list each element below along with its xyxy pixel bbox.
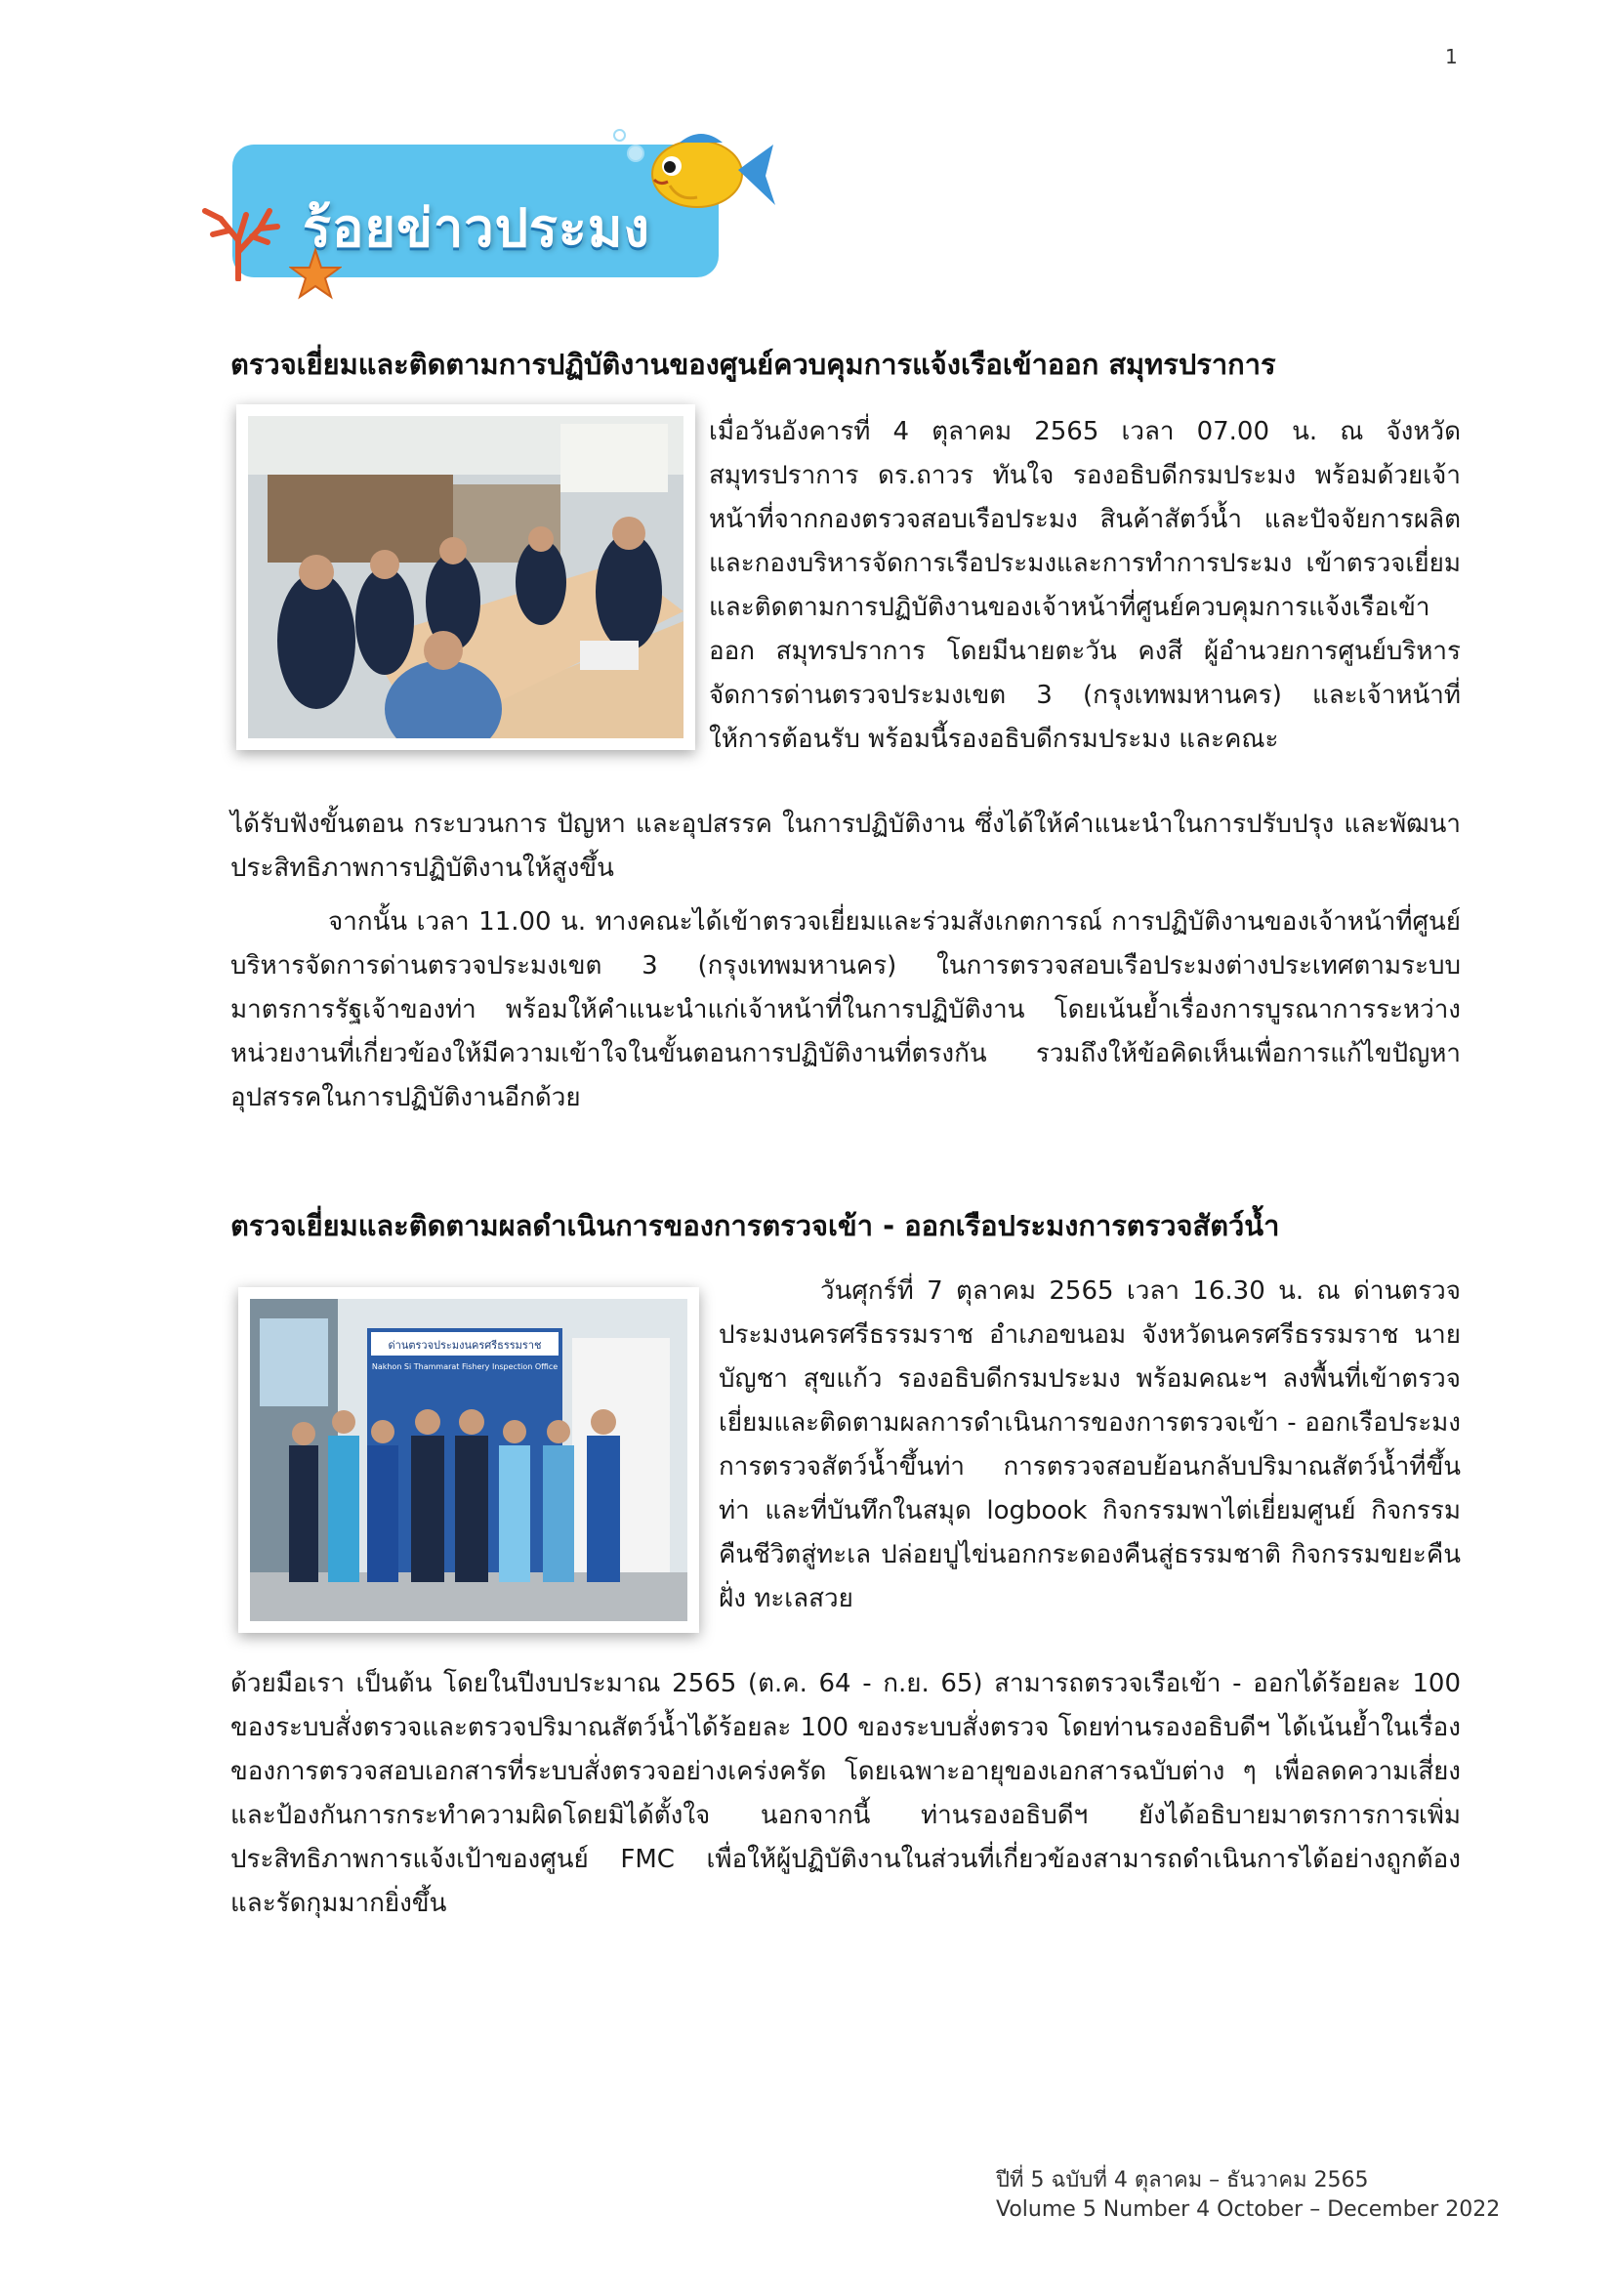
- article-1-paragraph-1-side: เมื่อวันอังคารที่ 4 ตุลาคม 2565 เวลา 07.00 น. ณ จังหวัดสมุทรปราการ ดร.ถาวร ทันใจ รองอธิบดีกรมประมง พร้อมด้วยเจ้าหน้าที่จากกองตรวจสอบเรือประมง สินค้าสัตว์น้ำ และปัจจัยการผลิตและกองบริหารจัดการเรือประมงและการทำการประมง เข้าตรวจเยี่ยมและติดตามการปฏิบัติงานของเจ้าหน้าที่ศูนย์ควบคุมการแจ้งเรือเข้าออก สมุทรปราการ โดยมีนายตะวัน คงสี ผู้อำนวยการศูนย์บริหารจัดการด่านตรวจประมงเขต 3 (กรุงเทพมหานคร) และเจ้าหน้าที่ให้การต้อนรับ พร้อมนี้รองอธิบดีกรมประมง และคณะ: [709, 417, 1461, 754]
- starfish-icon: [289, 248, 342, 301]
- office-sign-text: ด่านตรวจประมงนครศรีธรรมราช: [388, 1339, 542, 1352]
- article-1-title: ตรวจเยี่ยมและติดตามการปฏิบัติงานของศูนย์ควบคุมการแจ้งเรือเข้าออก สมุทรปราการ: [230, 348, 1276, 381]
- bubble-icon: [627, 145, 644, 162]
- article-2-paragraph-1-side: วันศุกร์ที่ 7 ตุลาคม 2565 เวลา 16.30 น. ณ ด่านตรวจประมงนครศรีธรรมราช อำเภอขนอม จังหวัดนครศรีธรรมราช นายบัญชา สุขแก้ว รองอธิบดีกรมประมง พร้อมคณะฯ ลงพื้นที่เข้าตรวจเยี่ยมและติดตามผลการดำเนินการของการตรวจเข้า - ออกเรือประมงการตรวจสัตว์น้ำขึ้นท่า การตรวจสอบย้อนกลับปริมาณสัตว์น้ำที่ขึ้นท่า และที่บันทึกในสมุด logbook กิจกรรมพาไต่เยี่ยมศูนย์ กิจกรรมคืนชีวิตสู่ทะเล ปล่อยปูไข่นอกกระดองคืนสู่ธรรมชาติ กิจกรรมขยะคืนฝั่ง ทะเลสวย: [719, 1276, 1461, 1613]
- page-number: 1: [1445, 45, 1458, 68]
- article-2-title: ตรวจเยี่ยมและติดตามผลดำเนินการของการตรวจเข้า - ออกเรือประมงการตรวจสัตว์น้ำ: [230, 1209, 1280, 1242]
- office-sign-subtext: Nakhon Si Thammarat Fishery Inspection Office: [371, 1362, 559, 1371]
- footer-issue-english: Volume 5 Number 4 October – December 2022: [996, 2197, 1501, 2222]
- fish-icon: [641, 121, 777, 219]
- group-photo: [238, 1287, 699, 1633]
- bubble-icon: [613, 129, 626, 142]
- article-1-paragraph-1-full: ได้รับฟังขั้นตอน กระบวนการ ปัญหา และอุปสรรค ในการปฏิบัติงาน ซึ่งได้ให้คำแนะนำในการปรับปรุง และพัฒนาประสิทธิภาพการปฏิบัติงานให้สูงขึ้น: [230, 810, 1461, 883]
- article-2-paragraph-1-full: ด้วยมือเรา เป็นต้น โดยในปีงบประมาณ 2565 (ต.ค. 64 - ก.ย. 65) สามารถตรวจเรือเข้า - ออกได้ร้อยละ 100 ของระบบสั่งตรวจและตรวจปริมาณสัตว์น้ำได้ร้อยละ 100 ของระบบสั่งตรวจ โดยท่านรองอธิบดีฯ ได้เน้นย้ำในเรื่องของการตรวจสอบเอกสารที่ระบบสั่งตรวจอย่างเคร่งครัด โดยเฉพาะอายุของเอกสารฉบับต่าง ๆ เพื่อลดความเสี่ยงและป้องกันการกระทำความผิดโดยมิได้ตั้งใจ นอกจากนี้ ท่านรองอธิบดีฯ ยังได้อธิบายมาตรการการเพิ่มประสิทธิภาพการแจ้งเป้าของศูนย์ FMC เพื่อให้ผู้ปฏิบัติงานในส่วนที่เกี่ยวข้องสามารถดำเนินการได้อย่างถูกต้อง และรัดกุมมากยิ่งขึ้น: [230, 1669, 1461, 1918]
- group-photo-illustration: [250, 1299, 687, 1621]
- meeting-room-illustration: [248, 416, 683, 738]
- header-banner: [191, 121, 777, 307]
- article-1-paragraph-2: จากนั้น เวลา 11.00 น. ทางคณะได้เข้าตรวจเยี่ยมและร่วมสังเกตการณ์ การปฏิบัติงานของเจ้าหน้าที่ศูนย์บริหารจัดการด่านตรวจประมงเขต 3 (กรุงเทพมหานคร) ในการตรวจสอบเรือประมงต่างประเทศตามระบบมาตรการรัฐเจ้าของท่า พร้อมให้คำแนะนำแก่เจ้าหน้าที่ในการปฏิบัติงาน โดยเน้นย้ำเรื่องการบูรณาการระหว่างหน่วยงานที่เกี่ยวข้องให้มีความเข้าใจในขั้นตอนการปฏิบัติงานที่ตรงกัน รวมถึงให้ข้อคิดเห็นเพื่อการแก้ไขปัญหาอุปสรรคในการปฏิบัติงานอีกด้วย: [230, 907, 1461, 1112]
- footer-issue-thai: ปีที่ 5 ฉบับที่ 4 ตุลาคม – ธันวาคม 2565: [996, 2168, 1369, 2192]
- banner-title: ร้อยข่าวประมง: [303, 197, 650, 259]
- meeting-photo: [236, 404, 695, 750]
- coral-icon: [191, 201, 285, 281]
